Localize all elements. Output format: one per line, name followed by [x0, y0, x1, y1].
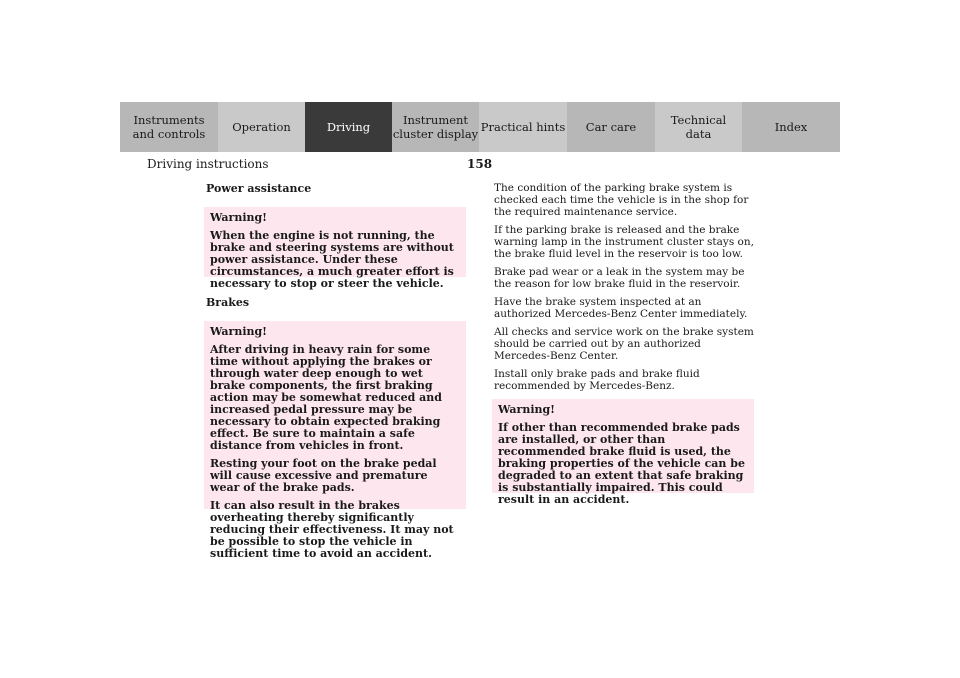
power-assistance-heading: Power assistance [206, 182, 312, 195]
warning-box-brake-parts [492, 399, 754, 506]
tab-instruments-and-controls[interactable]: Instruments and controls [120, 102, 218, 152]
brake-info-column [494, 182, 756, 398]
body-paragraph: If the parking brake is released and the brake warning lamp in the instrument cluster stays on, the brake fluid level in the reservoir is too low. [494, 224, 754, 260]
warning-title: Warning! [498, 403, 556, 416]
chapter-tabs [120, 102, 840, 152]
tab-car-care[interactable]: Car care [567, 102, 655, 152]
tab-technical-data[interactable]: Technical data [655, 102, 742, 152]
warning-text: It can also result in the brakes overheating thereby significantly reducing their effectiveness. It may not be possible to stop the vehicle in sufficient time to avoid an accident. [210, 499, 454, 560]
warning-box-brakes [204, 321, 466, 560]
page-header [147, 157, 840, 175]
tab-driving[interactable]: Driving [305, 102, 392, 152]
warning-text: When the engine is not running, the brake and steering systems are without power assistance. Under these circumstances, a much greater effort is necessary to stop or steer the vehicle. [210, 229, 454, 290]
warning-text: If other than recommended brake pads are installed, or other than recommended brake fluid is used, the braking properties of the vehicle can be degraded to an extent that safe braking is substantially impaired. This could result in an accident. [498, 421, 745, 506]
body-paragraph: The condition of the parking brake system is checked each time the vehicle is in the shop for the required maintenance service. [494, 182, 749, 218]
tab-index[interactable]: Index [742, 102, 840, 152]
body-paragraph: Brake pad wear or a leak in the system may be the reason for low brake fluid in the reservoir. [494, 266, 745, 290]
tab-practical-hints[interactable]: Practical hints [479, 102, 567, 152]
warning-text: Resting your foot on the brake pedal will cause excessive and premature wear of the brake pads. [210, 457, 437, 494]
page-number: 158 [467, 157, 493, 171]
tab-operation[interactable]: Operation [218, 102, 305, 152]
warning-title: Warning! [210, 325, 268, 338]
brakes-heading: Brakes [206, 296, 250, 309]
tab-instrument-cluster-display[interactable]: Instrument cluster display [392, 102, 479, 152]
body-paragraph: Have the brake system inspected at an authorized Mercedes-Benz Center immediately. [494, 296, 748, 320]
section-title: Driving instructions [147, 157, 269, 171]
warning-title: Warning! [210, 211, 268, 224]
warning-text: After driving in heavy rain for some time without applying the brakes or through water deep enough to wet brake components, the first braking action may be somewhat reduced and increased pedal pressure may be necessary to obtain expected braking effect. Be sure to maintain a safe distance from vehicles in front. [210, 343, 442, 452]
body-paragraph: All checks and service work on the brake system should be carried out by an authorized Mercedes-Benz Center. [494, 326, 754, 362]
warning-box-power [204, 207, 466, 290]
body-paragraph: Install only brake pads and brake fluid recommended by Mercedes-Benz. [494, 368, 700, 392]
